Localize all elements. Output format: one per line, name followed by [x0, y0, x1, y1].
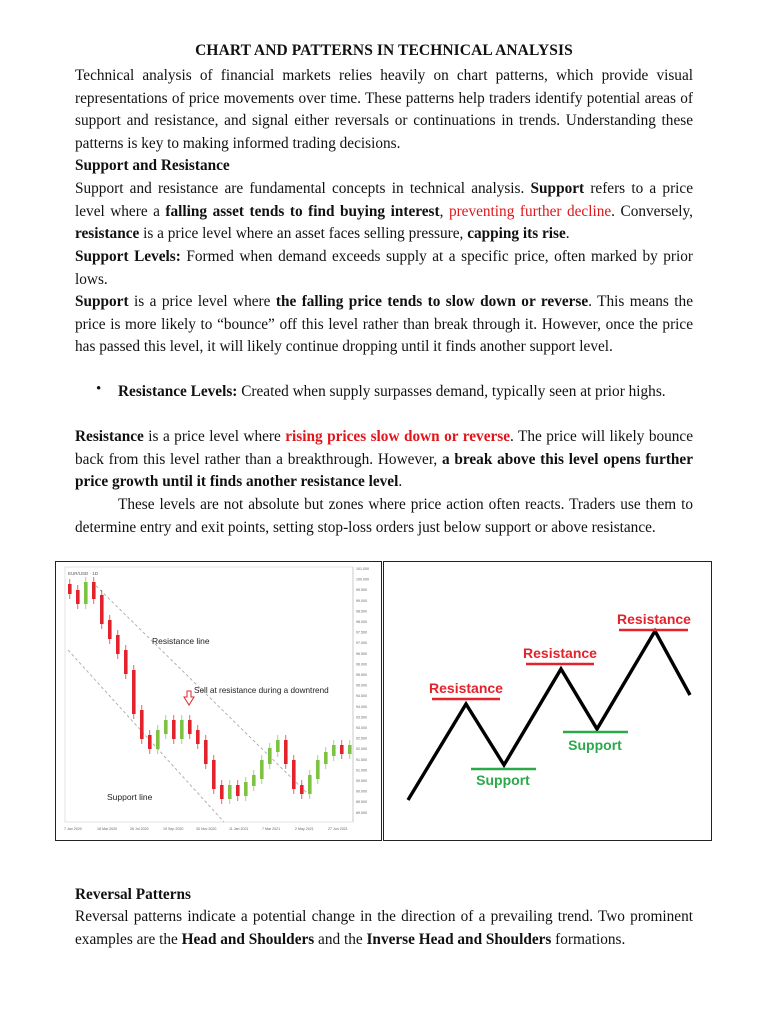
candle-body: [172, 720, 176, 739]
candle-body: [220, 785, 224, 799]
y-tick-label: 90.500: [356, 779, 367, 783]
y-tick-label: 94.000: [356, 704, 367, 709]
candle-body: [284, 740, 288, 764]
candle-body: [148, 735, 152, 749]
x-tick-label: 26 Jul 2020: [130, 827, 149, 831]
candle-body: [76, 590, 80, 604]
y-tick-label: 100.000: [356, 577, 369, 582]
y-tick-label: 90.000: [356, 789, 367, 794]
y-tick-label: 101.000: [356, 567, 369, 571]
y-tick-label: 93.500: [356, 715, 367, 720]
candle-body: [116, 635, 120, 654]
candle-body: [292, 760, 296, 789]
candlestick-chart-figure: [55, 561, 382, 841]
y-tick-label: 96.500: [356, 651, 367, 656]
resistance-line-label: Resistance line: [152, 636, 210, 646]
x-tick-label: 18 Mar 2020: [97, 827, 118, 831]
y-tick-label: 97.500: [356, 630, 367, 635]
support-resistance-diagram: [383, 561, 712, 841]
candle-body: [100, 595, 104, 624]
candle-body: [180, 720, 184, 739]
resistance-paragraph: Resistance is a price level where rising prices slow down or reverse. The price will likely bounce back from this level rather than a breakthrough. However, a break above this level opens further price growth until it finds another resistance level.: [75, 428, 693, 491]
y-tick-label: 92.500: [356, 736, 367, 741]
x-tick-label: 19 Sep 2020: [163, 827, 184, 831]
x-tick-label: 7 Jan 2020: [64, 827, 82, 831]
resistance-label-2: Resistance: [523, 645, 597, 661]
candle-body: [276, 740, 280, 752]
candle-body: [316, 760, 320, 779]
y-tick-label: 89.500: [356, 800, 367, 805]
y-tick-label: 92.000: [356, 747, 367, 752]
support-paragraph: Support is a price level where the falling price tends to slow down or reverse. This means the price is more likely to “bounce” off this level rather than break through it. However, once the price has passed this level, it will likely continue dropping until it finds another support level.: [75, 293, 693, 356]
candle-body: [84, 582, 88, 604]
section-heading-reversal-patterns: Reversal Patterns: [75, 886, 191, 903]
levels-paragraph: These levels are not absolute but zones where price action often reacts. Traders use them to determine entry and exit points, setting stop-loss orders just below support or above resistance.: [75, 496, 693, 536]
y-tick-label: 99.000: [356, 598, 367, 603]
x-tick-label: 27 Jun 2021: [328, 827, 348, 831]
x-tick-label: 7 Mar 2021: [262, 827, 281, 831]
section-heading-support-resistance: Support and Resistance: [75, 157, 230, 174]
support-label-2: Support: [568, 737, 622, 753]
page-title: CHART AND PATTERNS IN TECHNICAL ANALYSIS: [195, 42, 573, 59]
y-tick-label: 99.500: [356, 588, 367, 593]
candle-body: [260, 760, 264, 779]
candle-body: [92, 582, 96, 599]
candle-body: [124, 650, 128, 674]
y-tick-label: 95.000: [356, 683, 367, 688]
resistance-levels-bullet: Resistance Levels: Created when supply surpasses demand, typically seen at prior highs.: [118, 383, 666, 400]
candle-body: [188, 720, 192, 734]
y-tick-label: 98.500: [356, 609, 367, 614]
support-levels-paragraph: Support Levels: Formed when demand exceeds supply at a specific price, often marked by prior lows.: [75, 248, 693, 288]
zigzag-diagram: [384, 562, 711, 840]
y-tick-label: 89.000: [356, 810, 367, 815]
y-tick-label: 93.000: [356, 726, 367, 730]
x-tick-label: 11 Jan 2021: [229, 827, 249, 831]
candlestick-chart: [56, 562, 381, 840]
candle-body: [244, 782, 248, 796]
candle-body: [212, 760, 216, 789]
candle-body: [196, 730, 200, 744]
candle-body: [252, 775, 256, 786]
y-tick-label: 98.000: [356, 620, 367, 624]
y-tick-label: 91.500: [356, 757, 367, 762]
candle-body: [332, 745, 336, 756]
candle-body: [300, 785, 304, 794]
candle-body: [108, 620, 112, 639]
candle-body: [204, 740, 208, 764]
y-tick-label: 94.500: [356, 694, 367, 699]
candle-body: [340, 745, 344, 754]
candle-body: [348, 745, 352, 754]
candle-body: [132, 670, 136, 714]
sell-annotation: Sell at resistance during a downtrend: [194, 686, 329, 695]
intro-paragraph: Technical analysis of financial markets relies heavily on chart patterns, which provide visual representations of price movements over time. These patterns help traders identify potential areas of support and resistance, and signal either reversals or continuations in trends. Understanding these patterns is key to making informed trading decisions.: [75, 67, 693, 152]
x-tick-label: 2 May 2021: [295, 827, 314, 831]
x-tick-label: 30 Nov 2020: [196, 827, 217, 831]
y-tick-label: 91.000: [356, 768, 367, 773]
bullet-marker: •: [96, 381, 102, 397]
candle-body: [68, 584, 72, 594]
support-label-1: Support: [476, 772, 530, 788]
candle-body: [228, 785, 232, 799]
candle-body: [236, 785, 240, 796]
resistance-label-3: Resistance: [617, 611, 691, 627]
candle-body: [324, 752, 328, 764]
candle-body: [164, 720, 168, 734]
candle-body: [156, 730, 160, 749]
candle-body: [140, 710, 144, 739]
candle-body: [268, 748, 272, 764]
y-tick-label: 96.000: [356, 662, 367, 667]
y-tick-label: 95.500: [356, 673, 367, 677]
reversal-paragraph: Reversal patterns indicate a potential change in the direction of a prevailing trend. Two prominent examples are the Head and Shoulders and the Inverse Head and Shoulders formations.: [75, 908, 693, 948]
chart-header: EUR/USD · 1D: [68, 571, 99, 576]
support-resistance-paragraph: Support and resistance are fundamental concepts in technical analysis. Support refers to a price level where a falling asset tends to find buying interest, preventing further decline. Conversely, resistance is a price level where an asset faces selling pressure, capping its rise.: [75, 180, 694, 243]
y-tick-label: 97.000: [356, 641, 367, 646]
candle-body: [308, 775, 312, 794]
resistance-label-1: Resistance: [429, 680, 503, 696]
x-axis-ticks: [64, 827, 348, 831]
support-line-label: Support line: [107, 792, 153, 802]
